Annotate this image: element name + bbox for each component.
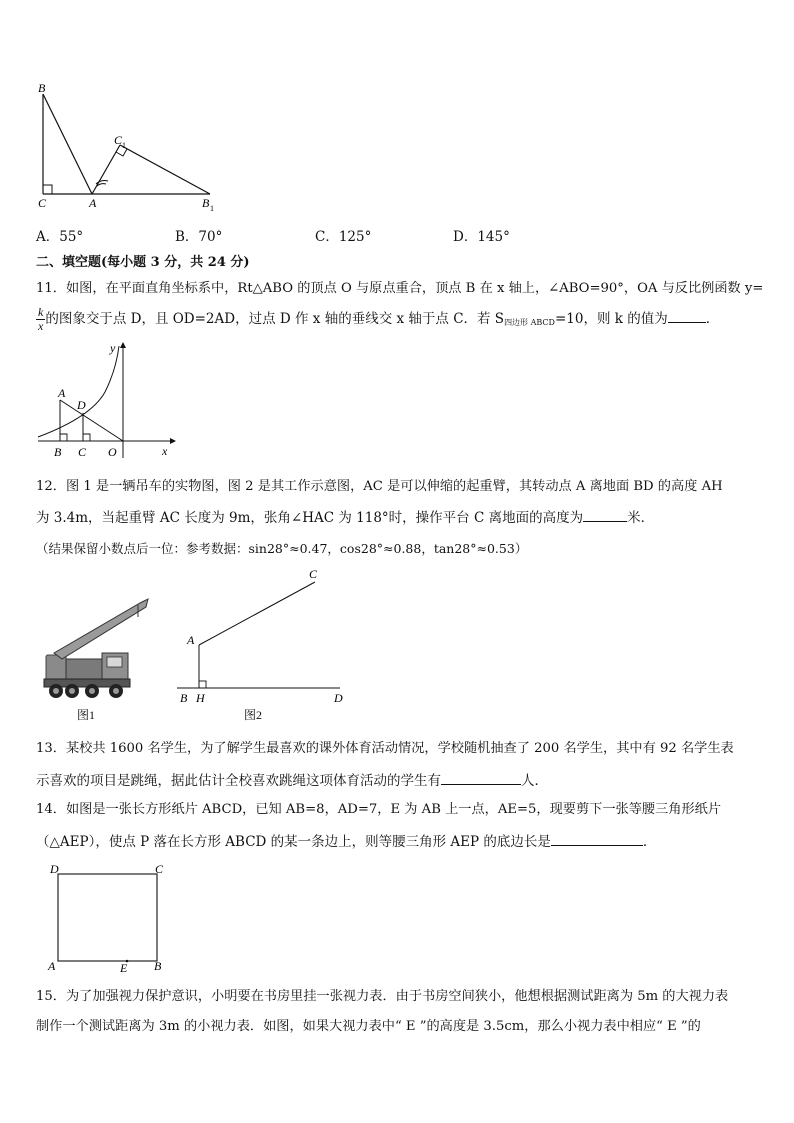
q11-frac-den: x <box>38 319 44 333</box>
fig10-label-C1-sub: 1 <box>122 141 126 150</box>
fig10-label-A: A <box>89 196 97 210</box>
q12-line2 <box>36 507 654 527</box>
fig10-label-C1: C <box>114 133 123 147</box>
fig12-label-H: H <box>196 691 205 705</box>
q11-line2-sub: 四边形 ABCD <box>504 318 555 327</box>
q12-note: （结果保留小数点后一位：参考数据：sin28°≈0.47，cos28°≈0.88，tan28°≈0.53） <box>36 541 528 556</box>
q11-line1: 11．如图，在平面直角坐标系中，Rt△ABO 的顶点 O 与原点重合，顶点 B 在 x 轴上，∠ABO=90°，OA 与反比例函数 y= <box>36 281 764 296</box>
q12-fig1-caption: 图1 <box>77 708 96 722</box>
q15-line2: 制作一个测试距离为 3m 的小视力表．如图，如果大视力表中“ E ”的高度是 3.5cm，那么小视力表中相应“ E ”的 <box>36 1019 701 1034</box>
q14-line1: 14．如图是一张长方形纸片 ABCD，已知 AB=8，AD=7，E 为 AB 上一点，AE=5，现要剪下一张等腰三角形纸片 <box>36 802 722 817</box>
q13-line2 <box>36 770 548 790</box>
fig11-label-y: y <box>110 341 116 355</box>
fig12-label-A: A <box>187 633 195 647</box>
fig11-label-C: C <box>78 445 87 459</box>
fig11-label-A: A <box>58 386 66 400</box>
q12-fig2-caption: 图2 <box>244 708 263 722</box>
fig12-label-C: C <box>309 567 318 581</box>
q15-line1: 15．为了加强视力保护意识，小明要在书房里挂一张视力表．由于书房空间狭小，他想根据测试距离为 5m 的大视力表 <box>36 989 729 1004</box>
q12-answer-blank[interactable] <box>583 507 627 522</box>
q14-line2-b: ． <box>642 834 657 850</box>
fig14-label-C: C <box>155 862 164 876</box>
q11-line2-b: =10，则 k 的值为 <box>554 311 668 327</box>
fig10-label-B: B <box>38 81 46 95</box>
q12-line1: 12．图 1 是一辆吊车的实物图，图 2 是其工作示意图，AC 是可以伸缩的起重臂，其转动点 A 离地面 BD 的高度 AH <box>36 479 723 494</box>
fig11-label-x: x <box>162 444 168 458</box>
q10-option-d: D．145° <box>453 229 510 245</box>
q11-fraction <box>36 306 45 333</box>
fig10-label-B1-sub: 1 <box>210 204 214 213</box>
fig12-label-B: B <box>180 691 188 705</box>
q10-option-a: A．55° <box>36 229 84 245</box>
fig11-label-D: D <box>77 398 86 412</box>
q13-answer-blank[interactable] <box>441 770 521 785</box>
q14-figure <box>45 860 175 975</box>
q13-line2-a: 示喜欢的项目是跳绳，据此估计全校喜欢跳绳这项体育活动的学生有 <box>36 773 441 789</box>
q12-line2-b: 米． <box>627 510 655 526</box>
fig14-label-B: B <box>154 959 162 973</box>
fig10-label-C: C <box>38 196 47 210</box>
q13-line2-b: 人． <box>521 773 548 789</box>
q11-line2-a: 的图象交于点 D，且 OD=2AD，过点 D 作 x 轴的垂线交 x 轴于点 C．若 S <box>45 311 505 327</box>
q12-crane-image <box>40 595 155 705</box>
q12-line2-a: 为 3.4m，当起重臂 AC 长度为 9m，张角∠HAC 为 118°时，操作平台 C 离地面的高度为 <box>36 510 584 526</box>
q11-frac-num: k <box>38 305 44 319</box>
q14-line2-a: （△AEP），使点 P 落在长方形 ABCD 的某一条边上，则等腰三角形 AEP 的底边长是 <box>36 834 551 850</box>
q11-answer-blank[interactable] <box>668 308 706 323</box>
fig14-label-A: A <box>48 959 56 973</box>
q11-line2-end: ． <box>705 311 720 327</box>
q10-option-c: C．125° <box>315 229 372 245</box>
fig14-label-E: E <box>120 961 128 975</box>
fig14-label-D: D <box>50 862 59 876</box>
q11-line2 <box>36 306 719 333</box>
q13-line1: 13．某校共 1600 名学生，为了解学生最喜欢的课外体育活动情况，学校随机抽查了 200 名学生，其中有 92 名学生表 <box>36 741 734 756</box>
q12-figure2 <box>172 565 352 705</box>
fig11-label-B: B <box>54 445 62 459</box>
fig10-label-B1: B <box>202 196 210 210</box>
section-title: 二、填空题(每小题 3 分，共 24 分) <box>36 255 250 270</box>
q11-figure <box>30 340 180 465</box>
fig11-label-O: O <box>108 445 117 459</box>
q14-line2 <box>36 831 656 851</box>
q10-figure <box>30 80 230 215</box>
q10-option-b: B．70° <box>175 229 223 245</box>
q14-answer-blank[interactable] <box>551 831 643 846</box>
fig12-label-D: D <box>334 691 343 705</box>
